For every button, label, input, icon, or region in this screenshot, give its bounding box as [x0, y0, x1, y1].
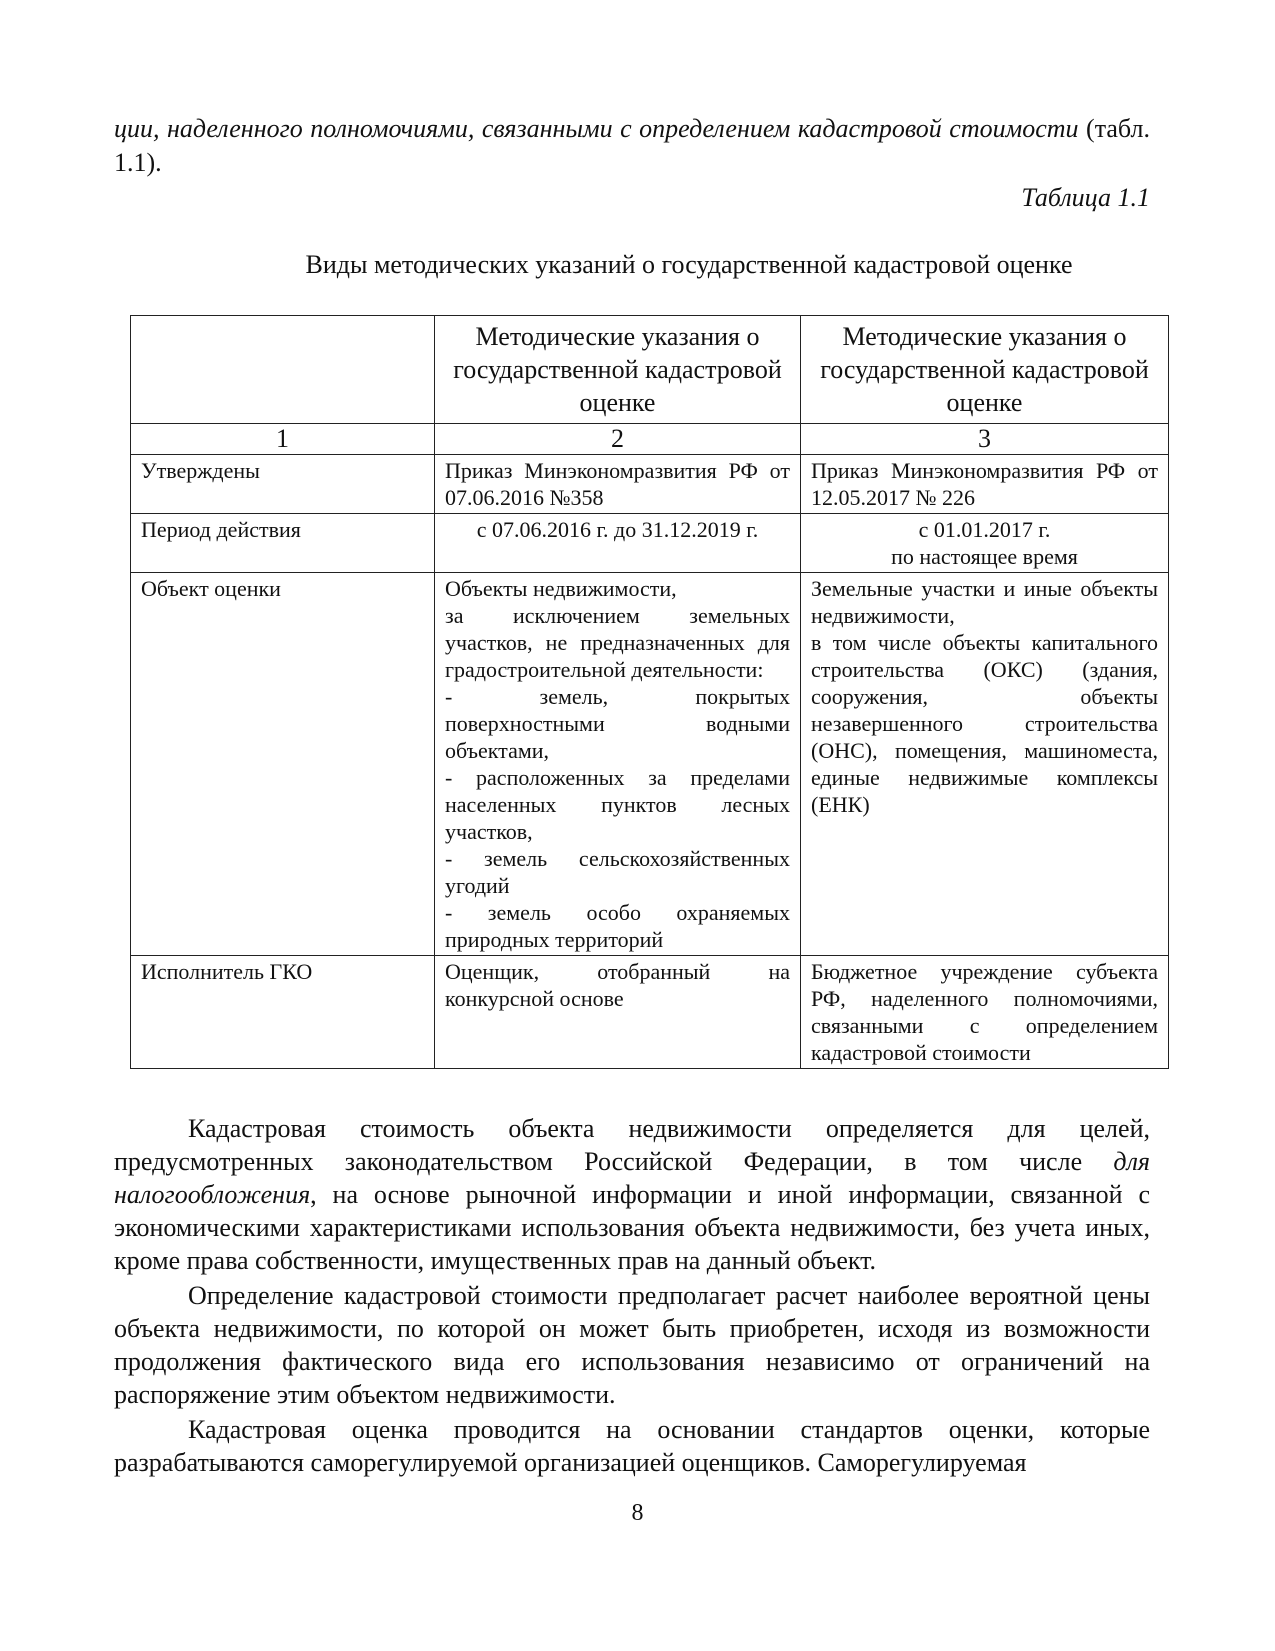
period-col3-line: по настоящее время: [891, 544, 1078, 569]
table-row: [131, 573, 1169, 956]
row-label: Объект оценки: [131, 573, 435, 956]
paragraph-1-part: Кадастровая стоимость объекта недвижимости определяется для целей, предусмотренных законодательством Российской Федерации, в том числе: [114, 1114, 1150, 1176]
page-number: 8: [631, 1500, 644, 1526]
period-col2: с 07.06.2016 г. до 31.12.2019 г.: [435, 514, 801, 573]
period-col3-line: с 01.01.2017 г.: [918, 517, 1051, 542]
period-col3: [801, 514, 1169, 573]
object-col2-line: - земель сельскохозяйственных угодий: [445, 846, 790, 898]
body-text: [114, 1112, 1150, 1481]
approved-col3: Приказ Минэкономразвития РФ от 12.05.2017 № 226: [801, 455, 1169, 514]
row-label: Утверждены: [131, 455, 435, 514]
table-row: [131, 514, 1169, 573]
table-number-row: [131, 424, 1169, 455]
intro-italic-text: ции, наделенного полномочиями, связанными с определением кадастровой стоимости: [114, 114, 1079, 143]
row-label: Период действия: [131, 514, 435, 573]
object-col2-line: за исключением земельных участков, не предназначенных для градостроительной деятельности:: [445, 603, 790, 682]
methodology-table: [130, 315, 1169, 1069]
object-col2-line: - расположенных за пределами населенных пунктов лесных участков,: [445, 765, 790, 844]
executor-col3: Бюджетное учреждение субъекта РФ, наделенного полномочиями, связанными с определением кадастровой стоимости: [801, 956, 1169, 1069]
paragraph-1-part: , на основе рыночной информации и иной информации, связанной с экономическими характеристиками использования объекта недвижимости, без учета иных, кроме права собственности, имущественных прав на данный объект.: [114, 1180, 1150, 1275]
intro-paragraph: [114, 112, 1150, 180]
table-label: Таблица 1.1: [1021, 183, 1150, 212]
table-header-row: [131, 316, 1169, 424]
object-col2: [435, 573, 801, 956]
object-col2-line: - земель особо охраняемых природных территорий: [445, 900, 790, 952]
object-col3: [801, 573, 1169, 956]
table-title: Виды методических указаний о государственной кадастровой оценке: [305, 250, 1073, 279]
paragraph-1: [114, 1112, 1150, 1277]
column-number-3: 3: [801, 424, 1169, 455]
executor-col2: Оценщик, отобранный на конкурсной основе: [435, 956, 801, 1069]
column-number-1: 1: [131, 424, 435, 455]
object-col2-line: Объекты недвижимости,: [445, 576, 677, 601]
header-cell-1: [131, 316, 435, 424]
object-col3-line: в том числе объекты капитального строительства (ОКС) (здания, сооружения, объекты незавершенного строительства (ОНС), помещения, машиноместа, единые недвижимые комплексы (ЕНК): [811, 630, 1158, 817]
approved-col2: Приказ Минэкономразвития РФ от 07.06.2016 №358: [435, 455, 801, 514]
intro-regular-text: (табл. 1.1).: [114, 114, 1150, 177]
object-col2-line: - земель, покрытых поверхностными водными объектами,: [445, 684, 790, 763]
row-label: Исполнитель ГКО: [131, 956, 435, 1069]
paragraph-2: Определение кадастровой стоимости предполагает расчет наиболее вероятной цены объекта недвижимости, по которой он может быть приобретен, исходя из возможности продолжения фактического вида его использования независимо от ограничений на распоряжение этим объектом недвижимости.: [114, 1281, 1150, 1409]
column-number-2: 2: [435, 424, 801, 455]
table-row: [131, 455, 1169, 514]
paragraph-3: Кадастровая оценка проводится на основании стандартов оценки, которые разрабатываются саморегулируемой организацией оценщиков. Саморегулируемая: [114, 1415, 1150, 1477]
table-row: [131, 956, 1169, 1069]
object-col3-line: Земельные участки и иные объекты недвижимости,: [811, 576, 1158, 628]
header-cell-3: Методические указания о государственной кадастровой оценке: [801, 316, 1169, 424]
paragraph-1-italic: для налогообложения: [114, 1147, 1150, 1209]
header-cell-2: Методические указания о государственной кадастровой оценке: [435, 316, 801, 424]
